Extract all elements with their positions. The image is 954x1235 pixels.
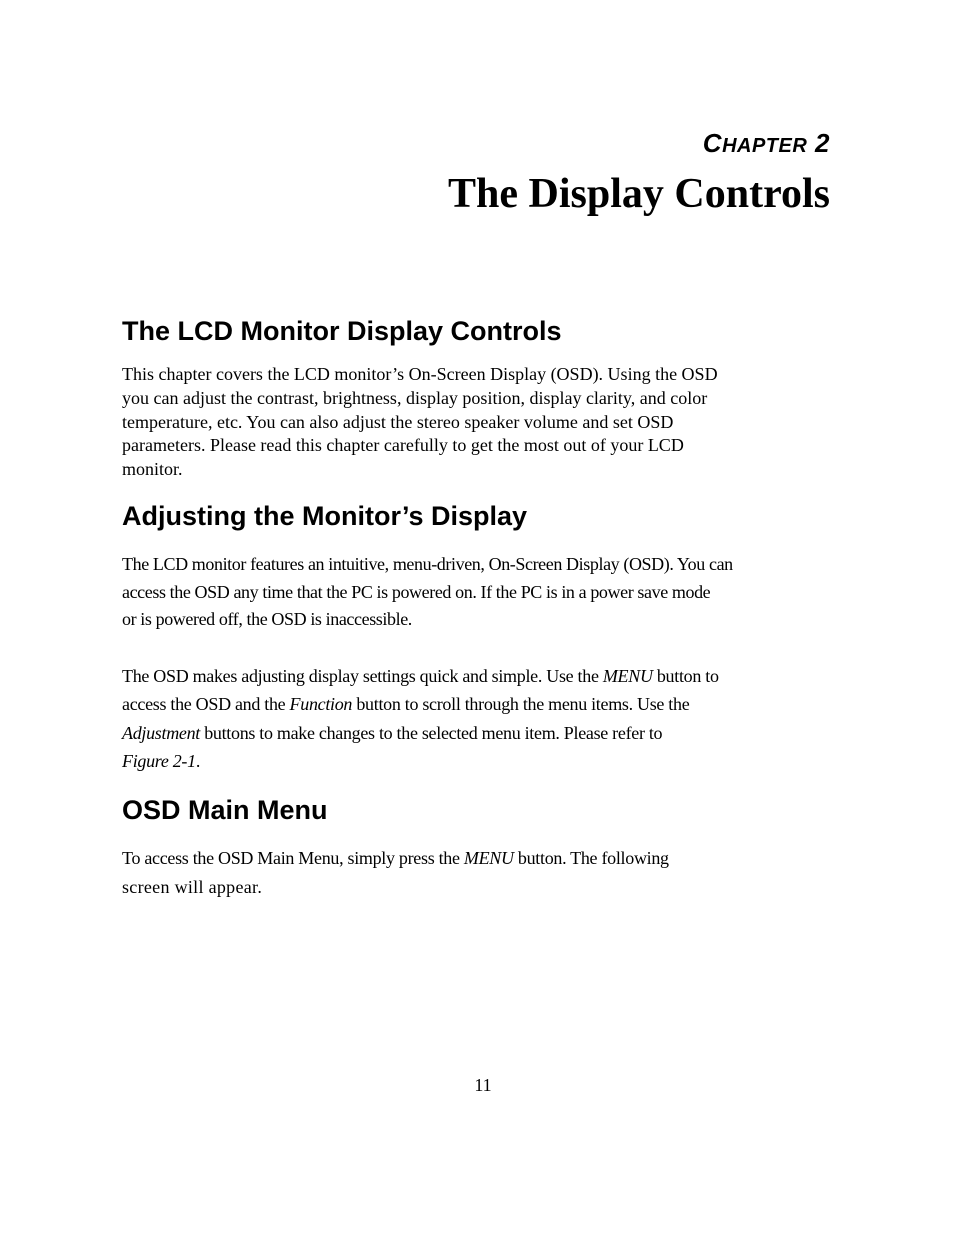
chapter-number: 2 — [815, 128, 830, 158]
chapter-label — [703, 128, 830, 159]
adjustment-button-reference: Adjustment — [122, 722, 200, 743]
figure-reference: Figure 2-1 — [122, 750, 196, 771]
menu-button-reference: MENU — [602, 666, 653, 686]
text-run: buttons to make changes to the selected menu item. Please refer to — [200, 722, 663, 743]
text-line — [122, 747, 802, 775]
section-paragraph-adjusting-display-2 — [122, 662, 802, 775]
text-line: access the OSD any time that the PC is powered on. If the PC is in a power save mode — [122, 581, 711, 602]
text-line — [122, 662, 802, 690]
text-line — [122, 844, 802, 873]
text-line: you can adjust the contrast, brightness, display position, display clarity, and color — [122, 387, 708, 408]
menu-button-reference: MENU — [463, 848, 514, 868]
text-line — [122, 719, 802, 747]
function-button-reference: Function — [289, 694, 353, 715]
text-line: screen will appear. — [122, 876, 263, 897]
text-run: button to scroll through the menu items. Use the — [352, 694, 690, 715]
text-run: . — [195, 750, 201, 771]
text-line: monitor. — [122, 459, 183, 480]
chapter-label-initial: C — [702, 128, 723, 158]
page-number: 11 — [474, 1075, 492, 1095]
text-line: This chapter covers the LCD monitor’s On-Screen Display (OSD). Using the OSD — [122, 364, 718, 384]
text-line: temperature, etc. You can also adjust the stereo speaker volume and set OSD — [122, 411, 674, 432]
text-run: button to — [652, 666, 719, 686]
text-run: To access the OSD Main Menu, simply press the — [122, 848, 464, 868]
text-run: button. The following — [513, 848, 669, 868]
text-line — [122, 690, 802, 718]
section-heading-osd-main-menu: OSD Main Menu — [122, 795, 328, 825]
text-line: parameters. Please read this chapter carefully to get the most out of your LCD — [122, 435, 684, 456]
text-line: or is powered off, the OSD is inaccessible. — [122, 609, 412, 630]
chapter-title: The Display Controls — [448, 171, 830, 217]
section-paragraph-adjusting-display-1 — [122, 551, 802, 634]
section-paragraph-osd-main-menu — [122, 844, 802, 901]
section-heading-lcd-controls: The LCD Monitor Display Controls — [122, 316, 562, 346]
text-line: The LCD monitor features an intuitive, menu-driven, On-Screen Display (OSD). You can — [122, 554, 733, 574]
chapter-label-rest: HAPTER — [722, 135, 808, 157]
section-paragraph-lcd-controls — [122, 363, 802, 482]
text-run: The OSD makes adjusting display settings quick and simple. Use the — [122, 666, 603, 686]
text-run: access the OSD and the — [122, 694, 290, 715]
section-heading-adjusting-display: Adjusting the Monitor’s Display — [122, 501, 528, 531]
